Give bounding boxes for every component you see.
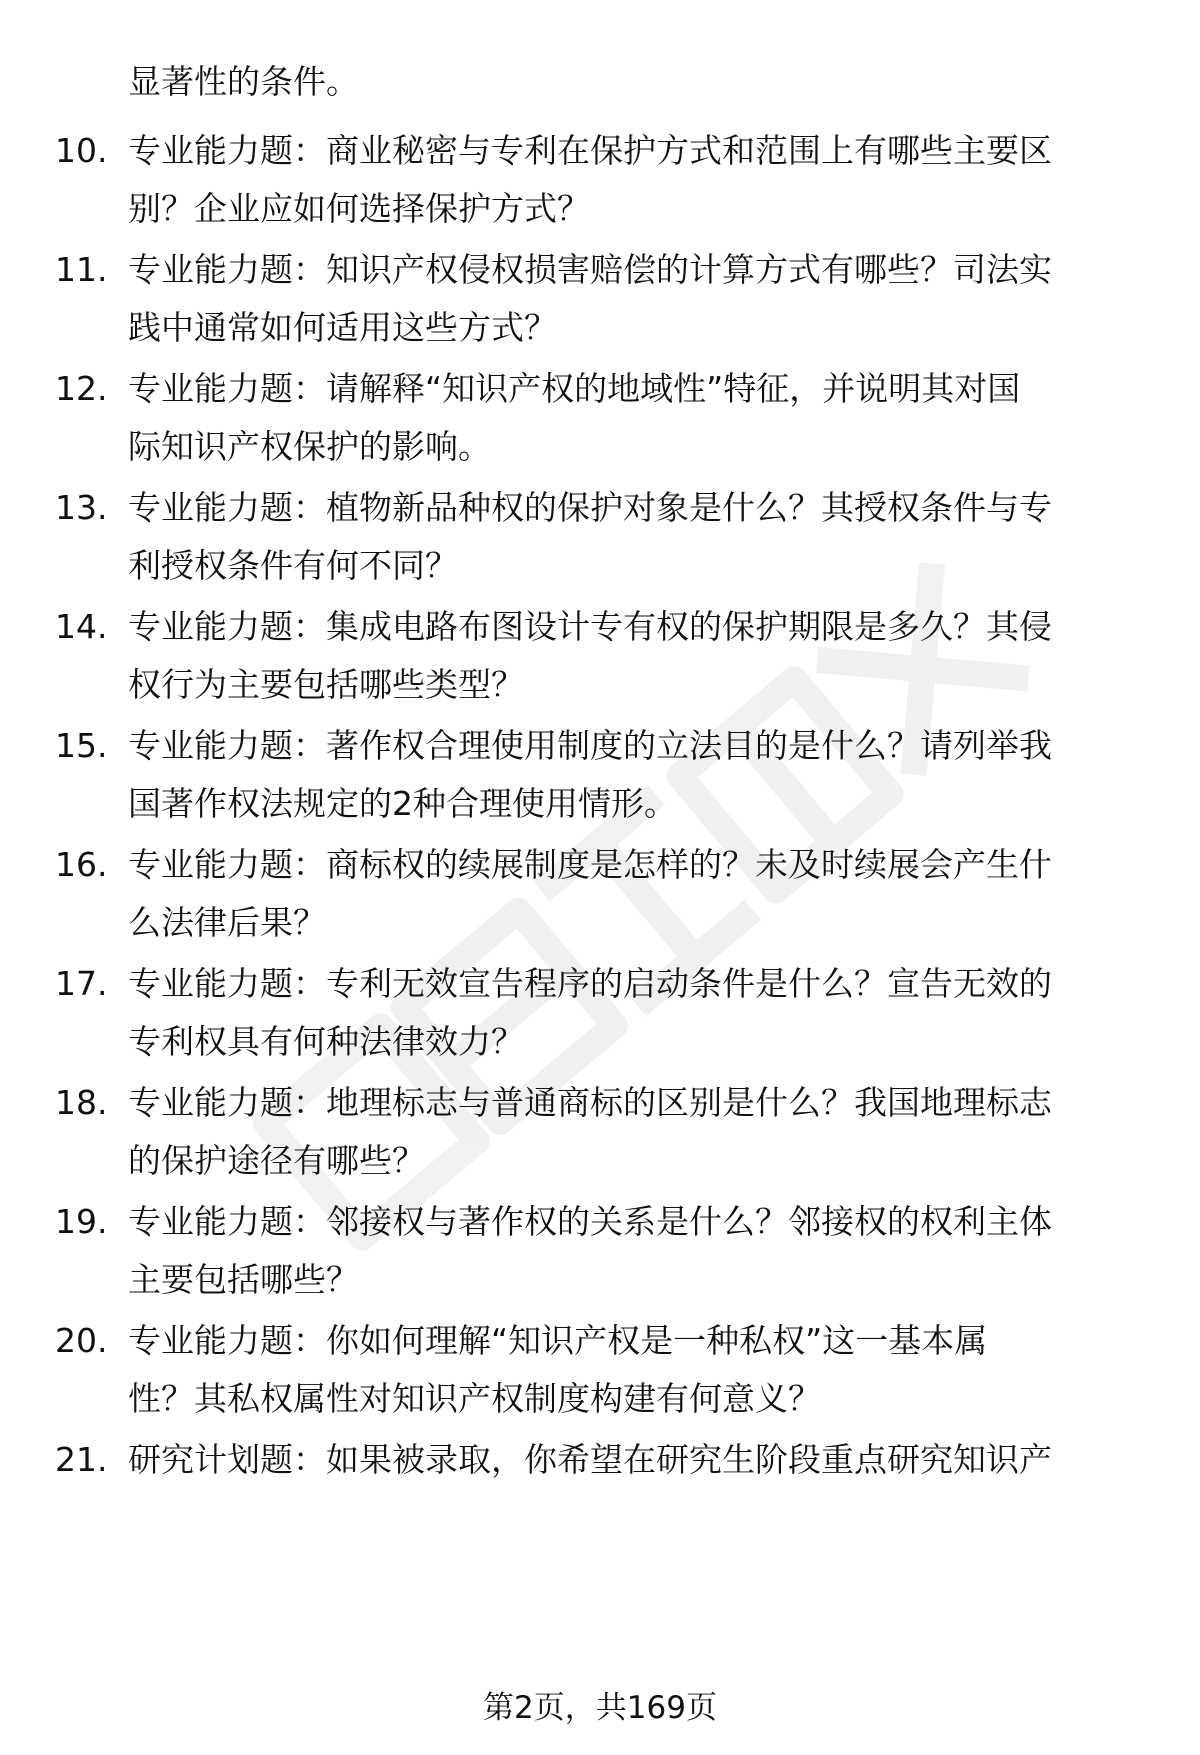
question-item	[0, 964, 1200, 1074]
question-item	[0, 845, 1200, 955]
question-text-line: 利授权条件有何不同？	[128, 546, 458, 585]
question-number: 17.	[55, 964, 108, 1003]
page-footer: 第2页，共169页	[483, 1690, 717, 1726]
question-text-line: 专业能力题：你如何理解“知识产权是一种私权”这一基本属	[128, 1321, 988, 1360]
question-item	[0, 131, 1200, 241]
question-text-line: 专利权具有何种法律效力？	[128, 1022, 524, 1061]
question-number: 13.	[55, 488, 108, 527]
question-text-line: 别？企业应如何选择保护方式？	[128, 189, 590, 228]
question-text-line: 专业能力题：植物新品种权的保护对象是什么？其授权条件与专	[128, 488, 1052, 527]
question-text-line: 主要包括哪些？	[128, 1260, 359, 1299]
question-number: 19.	[55, 1202, 108, 1241]
question-number: 21.	[55, 1440, 108, 1479]
question-text-line: 研究计划题：如果被录取，你希望在研究生阶段重点研究知识产	[128, 1440, 1052, 1479]
question-text-line: 专业能力题：商业秘密与专利在保护方式和范围上有哪些主要区	[128, 131, 1052, 170]
question-item	[0, 369, 1200, 479]
question-number: 14.	[55, 607, 108, 646]
question-text-line: 专业能力题：邻接权与著作权的关系是什么？邻接权的权利主体	[128, 1202, 1052, 1241]
question-number: 16.	[55, 845, 108, 884]
question-number: 18.	[55, 1083, 108, 1122]
question-text-line: 的保护途径有哪些？	[128, 1141, 425, 1180]
question-text-line: 么法律后果？	[128, 903, 326, 942]
question-text-line: 践中通常如何适用这些方式？	[128, 308, 557, 347]
question-item	[0, 250, 1200, 360]
question-text-line: 性？其私权属性对知识产权制度构建有何意义？	[128, 1379, 821, 1418]
question-item	[0, 726, 1200, 836]
question-text-line: 专业能力题：知识产权侵权损害赔偿的计算方式有哪些？司法实	[128, 250, 1052, 289]
question-text-line: 专业能力题：商标权的续展制度是怎样的？未及时续展会产生什	[128, 845, 1052, 884]
question-item	[0, 1321, 1200, 1431]
question-item	[0, 1202, 1200, 1312]
question-text-line: 权行为主要包括哪些类型？	[128, 665, 524, 704]
question-number: 15.	[55, 726, 108, 765]
question-item	[0, 1440, 1200, 1490]
question-text-line: 国著作权法规定的2种合理使用情形。	[128, 784, 677, 823]
question-text-line: 专业能力题：地理标志与普通商标的区别是什么？我国地理标志	[128, 1083, 1052, 1122]
question-text-line: 专业能力题：著作权合理使用制度的立法目的是什么？请列举我	[128, 726, 1052, 765]
question-text-line: 专业能力题：集成电路布图设计专有权的保护期限是多久？其侵	[128, 607, 1052, 646]
question-number: 11.	[55, 250, 108, 289]
question-number: 12.	[55, 369, 108, 408]
question-item	[0, 1083, 1200, 1193]
continuation-text: 显著性的条件。	[128, 62, 359, 101]
question-item	[0, 607, 1200, 717]
question-number: 20.	[55, 1321, 108, 1360]
question-text-line: 际知识产权保护的影响。	[128, 427, 491, 466]
question-item	[0, 488, 1200, 598]
question-text-line: 专业能力题：专利无效宣告程序的启动条件是什么？宣告无效的	[128, 964, 1052, 1003]
question-number: 10.	[55, 131, 108, 170]
question-text-line: 专业能力题：请解释“知识产权的地域性”特征，并说明其对国	[128, 369, 1021, 408]
